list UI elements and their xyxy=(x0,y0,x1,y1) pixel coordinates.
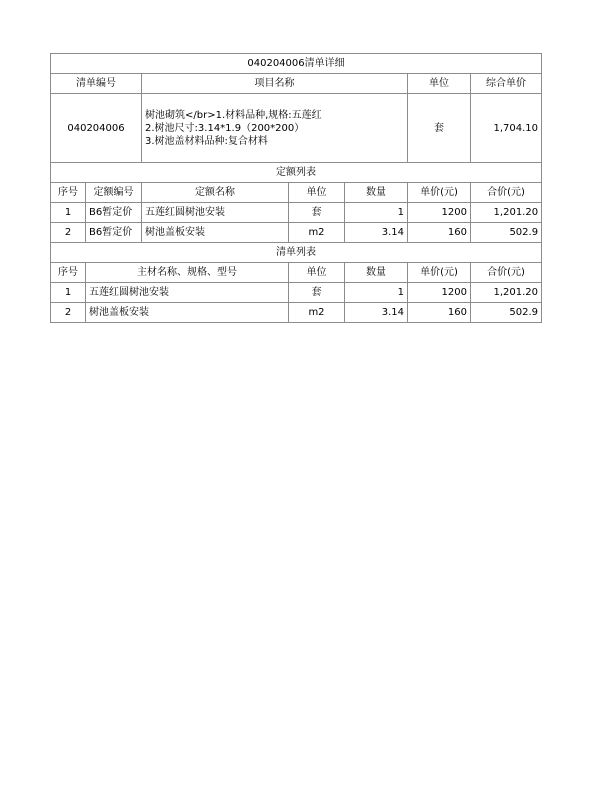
quota-header-unit-price: 单价(元) xyxy=(408,183,471,203)
table-row xyxy=(51,283,542,303)
materials-header-qty: 数量 xyxy=(345,263,408,283)
materials-header-row xyxy=(51,263,542,283)
quota-name: 树池盖板安装 xyxy=(142,223,289,243)
material-unit-price: 160 xyxy=(408,303,471,323)
material-qty: 3.14 xyxy=(345,303,408,323)
quota-unit-price: 160 xyxy=(408,223,471,243)
quota-section-title: 定额列表 xyxy=(51,163,542,183)
bill-item-row xyxy=(51,94,542,163)
table-row xyxy=(51,303,542,323)
materials-table xyxy=(50,242,542,323)
material-total: 502.9 xyxy=(471,303,542,323)
quota-header-seq: 序号 xyxy=(51,183,86,203)
item-price: 1,704.10 xyxy=(471,94,542,163)
materials-header-unit-price: 单价(元) xyxy=(408,263,471,283)
materials-section-title: 清单列表 xyxy=(51,243,542,263)
bill-header-row xyxy=(51,74,542,94)
material-qty: 1 xyxy=(345,283,408,303)
material-unit: 套 xyxy=(289,283,345,303)
quota-unit: 套 xyxy=(289,203,345,223)
material-total: 1,201.20 xyxy=(471,283,542,303)
material-unit-price: 1200 xyxy=(408,283,471,303)
quota-qty: 1 xyxy=(345,203,408,223)
quota-unit: m2 xyxy=(289,223,345,243)
quota-total: 502.9 xyxy=(471,223,542,243)
quota-code: B6暂定价 xyxy=(86,223,142,243)
sheet-title: 040204006清单详细 xyxy=(51,54,542,74)
materials-header-total: 合价(元) xyxy=(471,263,542,283)
material-name: 树池盖板安装 xyxy=(86,303,289,323)
material-seq: 2 xyxy=(51,303,86,323)
quota-name: 五莲红圆树池安装 xyxy=(142,203,289,223)
bill-item-table xyxy=(50,53,542,163)
material-name: 五莲红圆树池安装 xyxy=(86,283,289,303)
header-code: 清单编号 xyxy=(51,74,142,94)
table-row xyxy=(51,203,542,223)
materials-header-name: 主材名称、规格、型号 xyxy=(86,263,289,283)
quota-header-unit: 单位 xyxy=(289,183,345,203)
material-unit: m2 xyxy=(289,303,345,323)
header-unit: 单位 xyxy=(408,74,471,94)
header-price: 综合单价 xyxy=(471,74,542,94)
quota-code: B6暂定价 xyxy=(86,203,142,223)
quota-header-code: 定额编号 xyxy=(86,183,142,203)
quota-header-name: 定额名称 xyxy=(142,183,289,203)
item-unit: 套 xyxy=(408,94,471,163)
quota-total: 1,201.20 xyxy=(471,203,542,223)
quota-header-total: 合价(元) xyxy=(471,183,542,203)
header-name: 项目名称 xyxy=(142,74,408,94)
quota-seq: 1 xyxy=(51,203,86,223)
quota-header-row xyxy=(51,183,542,203)
quota-table xyxy=(50,162,542,243)
item-description: 树池砌筑</br>1.材料品种,规格:五莲红 2.树池尺寸:3.14*1.9（200*200） 3.树池盖材料品种:复合材料 xyxy=(142,94,408,163)
materials-header-unit: 单位 xyxy=(289,263,345,283)
quota-qty: 3.14 xyxy=(345,223,408,243)
table-row xyxy=(51,223,542,243)
quota-header-qty: 数量 xyxy=(345,183,408,203)
quota-unit-price: 1200 xyxy=(408,203,471,223)
bill-detail-sheet xyxy=(50,53,541,323)
quota-seq: 2 xyxy=(51,223,86,243)
materials-header-seq: 序号 xyxy=(51,263,86,283)
material-seq: 1 xyxy=(51,283,86,303)
item-code: 040204006 xyxy=(51,94,142,163)
